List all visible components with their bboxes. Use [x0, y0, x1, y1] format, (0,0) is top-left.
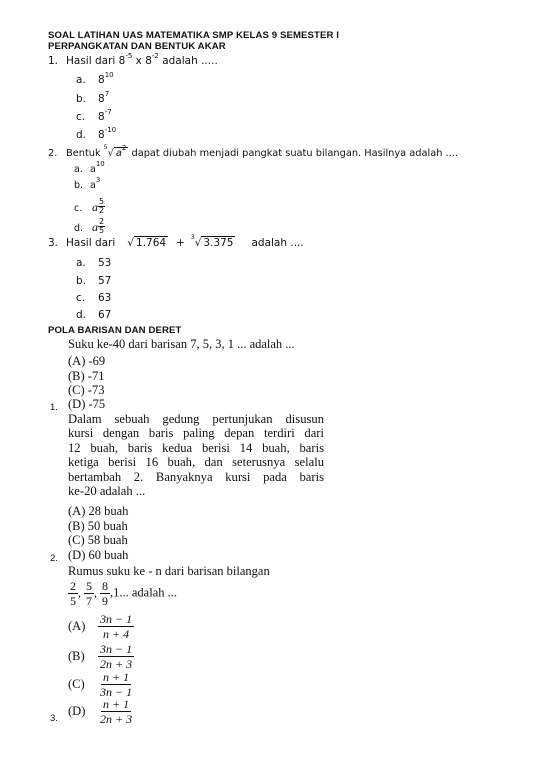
option-a: a. $8^{10}$ [76, 71, 114, 86]
question-number: 1. [48, 55, 59, 67]
option-d: (D) 60 buah [68, 548, 129, 562]
option-a: a. $a^{10}$ [74, 160, 105, 175]
section-heading-powers-roots: PERPANGKATAN DAN BENTUK AKAR [48, 41, 226, 52]
option-c: c. $8^{-7}$ [76, 108, 112, 123]
option-b: (B) 50 buah [68, 519, 128, 533]
question-stem: Rumus suku ke - n dari barisan bilangan [68, 564, 270, 578]
option-d: d. a $\frac{2}{5}$ [74, 217, 105, 235]
option-c: (C) 58 buah [68, 533, 128, 547]
option-c: (C) -73 [68, 383, 105, 397]
question-number: 3. [50, 713, 58, 724]
option-d: d. $8^{-10}$ [76, 126, 117, 141]
option-b: b. 57 [76, 275, 112, 287]
question-2-stem: 2. Bentuk $^5$√ $a^2$ dapat diubah menjadi pangkat suatu bilangan. Hasilnya adalah .... [48, 144, 459, 159]
question-paragraph: Dalam sebuah gedung pertunjukan disusun kursi dengan baris paling depan terdiri dari 12 buah, baris kedua berisi 14 buah, baris ketiga berisi 16 buah, dan seterusnya selalu bertambah 2. Banyaknya kursi pada baris ke-20 adalah ... [68, 412, 324, 499]
section-heading-sequences: POLA BARISAN DAN DERET [48, 325, 182, 336]
sequence-expression: $\frac{2}{5}$ , $\frac{5}{7}$ , $\frac{8}{9}$ ,1... adalah ... [70, 579, 177, 608]
option-d: d. 67 [76, 309, 112, 321]
option-b: (B) $\frac{3n - 1}{2n + 3}$ [68, 642, 133, 671]
option-d: (D) $\frac{n + 1}{2n + 3}$ [68, 697, 133, 726]
question-stem: Suku ke-40 dari barisan 7, 5, 3, 1 ... adalah ... [68, 337, 295, 351]
option-a: a. 53 [76, 257, 112, 269]
question-number: 1. [50, 402, 58, 413]
option-c: c. a $\frac{5}{2}$ [74, 197, 105, 215]
question-number: 2. [50, 553, 58, 564]
option-b: b. $8^7$ [76, 90, 110, 105]
option-c: (C) $\frac{n + 1}{3n - 1}$ [68, 670, 133, 699]
option-a: (A) $\frac{3n - 1}{n + 4}$ [68, 612, 133, 641]
worksheet-title: SOAL LATIHAN UAS MATEMATIKA SMP KELAS 9 SEMESTER I [48, 30, 340, 41]
option-c: c. 63 [76, 292, 112, 304]
option-b: b. $a^3$ [74, 176, 101, 191]
question-3-stem: 3. Hasil dari √ 1.764 + $^3$√ 3.375 adalah .... [48, 234, 304, 249]
option-a: (A) 28 buah [68, 504, 129, 518]
option-d: (D) -75 [68, 397, 106, 411]
question-number: 2. [48, 148, 58, 159]
option-b: (B) -71 [68, 369, 105, 383]
question-number: 3. [48, 237, 59, 249]
question-1-stem: 1. Hasil dari $8^{-5}$ x $8^{-2}$ adalah ..... [48, 52, 218, 67]
option-a: (A) -69 [68, 354, 106, 368]
